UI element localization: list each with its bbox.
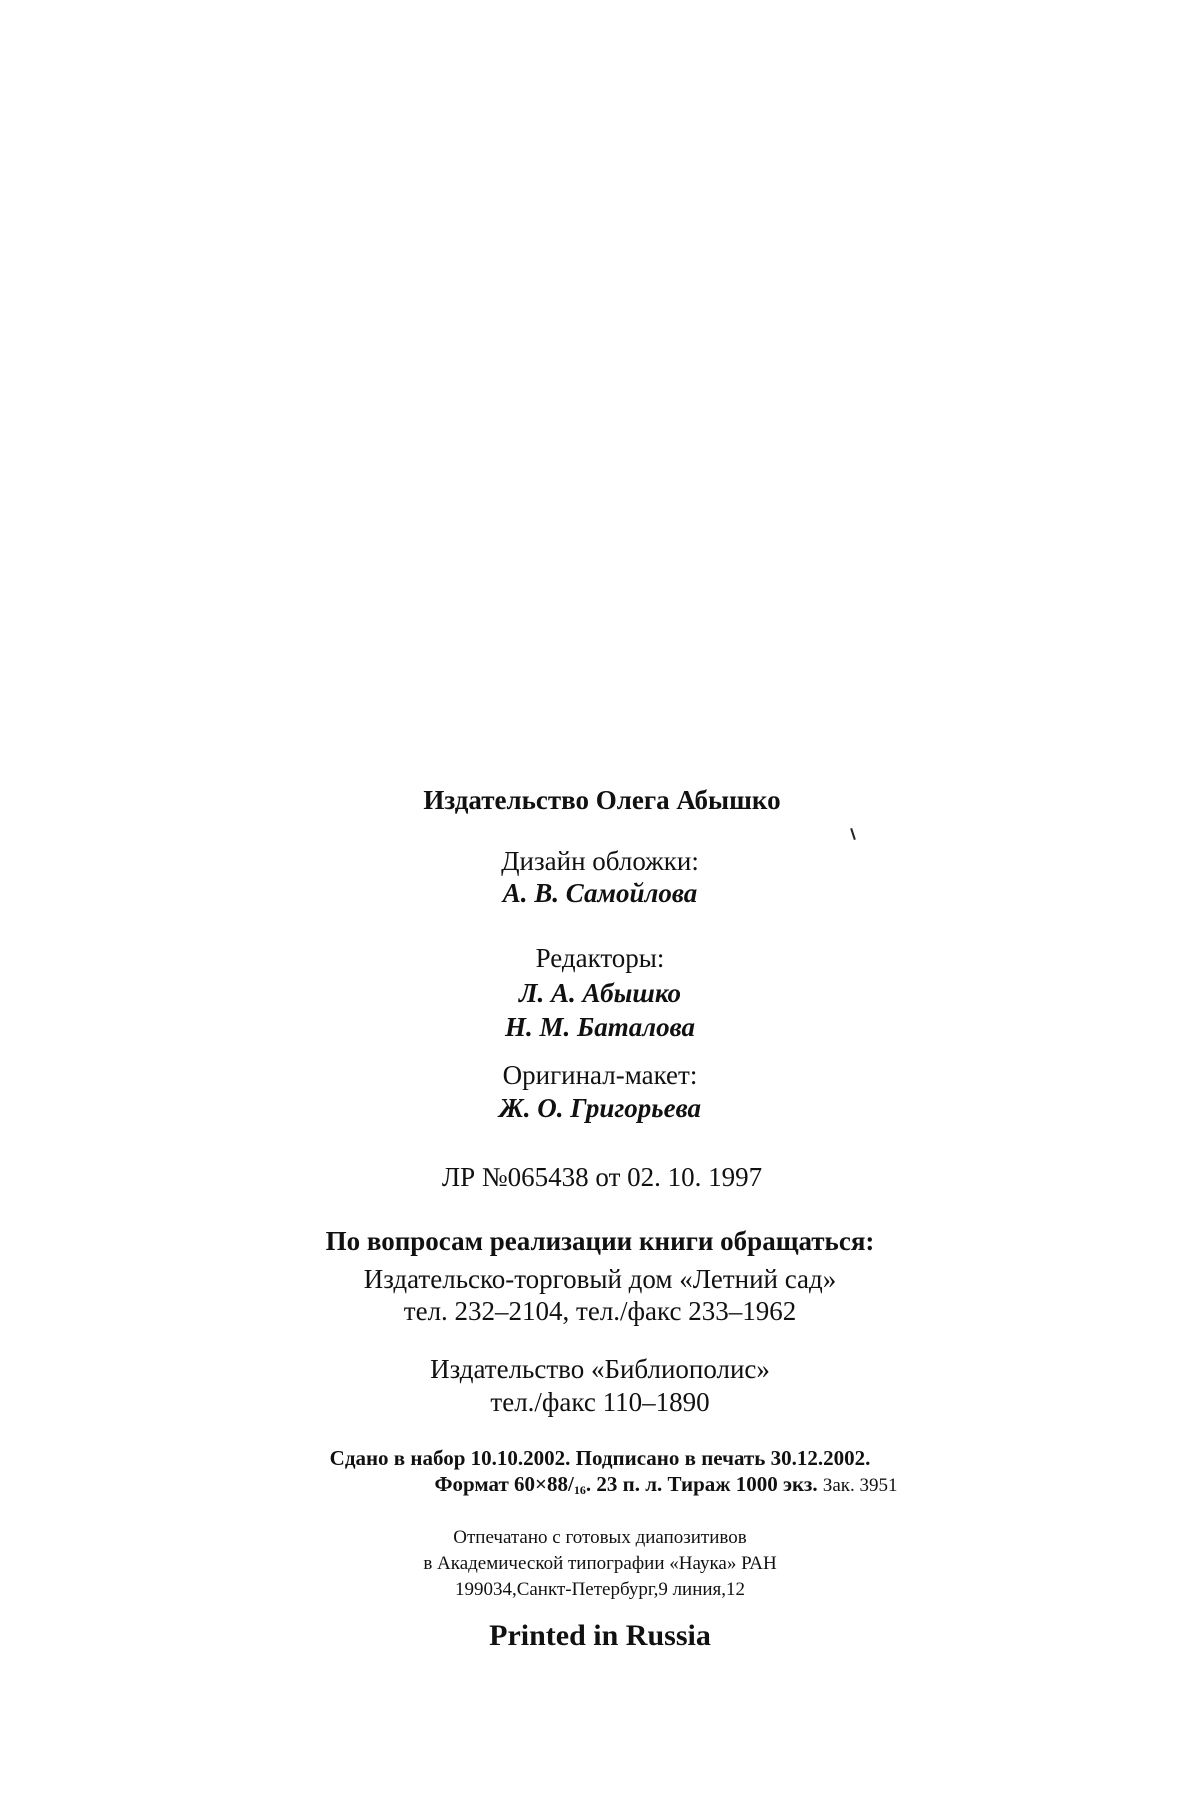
format-line: [0, 1474, 1200, 1496]
layout-label: Оригинал-макет:: [502, 1060, 698, 1090]
cover-design-label: Дизайн обложки:: [501, 846, 699, 876]
printer-line: 199034,Санкт-Петербург,9 линия,12: [454, 1579, 746, 1600]
scan-speck: [850, 828, 856, 840]
format-prefix: Формат 60×88/: [434, 1472, 574, 1496]
cover-designer-name: А. В. Самойлова: [502, 878, 698, 908]
order-number: Зак. 3951: [822, 1475, 898, 1496]
typeset-dates: Сдано в набор 10.10.2002. Подписано в печать 30.12.2002.: [329, 1446, 871, 1470]
printer-line: в Академической типографии «Наука» РАН: [423, 1553, 777, 1574]
printer-line: Отпечатано с готовых диапозитивов: [453, 1527, 747, 1548]
sales-org-phone: тел. 232–2104, тел./факс 233–1962: [403, 1296, 797, 1326]
publisher-name: Издательство Олега Абышко: [423, 785, 781, 815]
editor-name: Н. М. Баталова: [505, 1012, 695, 1042]
format-details: . 23 п. л. Тираж 1000 экз.: [585, 1472, 818, 1496]
sales-org: Издательско-торговый дом «Летний сад»: [363, 1264, 837, 1294]
layout-designer-name: Ж. О. Григорьева: [498, 1093, 702, 1123]
format-fraction: 16: [573, 1483, 586, 1497]
printed-in: Printed in Russia: [489, 1619, 711, 1652]
editors-label: Редакторы:: [535, 943, 665, 973]
editor-name: Л. А. Абышко: [519, 978, 681, 1008]
license-number: ЛР №065438 от 02. 10. 1997: [441, 1162, 763, 1192]
sales-org-phone: тел./факс 110–1890: [490, 1387, 710, 1417]
sales-org: Издательство «Библиополис»: [430, 1354, 770, 1384]
sales-heading: По вопросам реализации книги обращаться:: [325, 1226, 875, 1256]
